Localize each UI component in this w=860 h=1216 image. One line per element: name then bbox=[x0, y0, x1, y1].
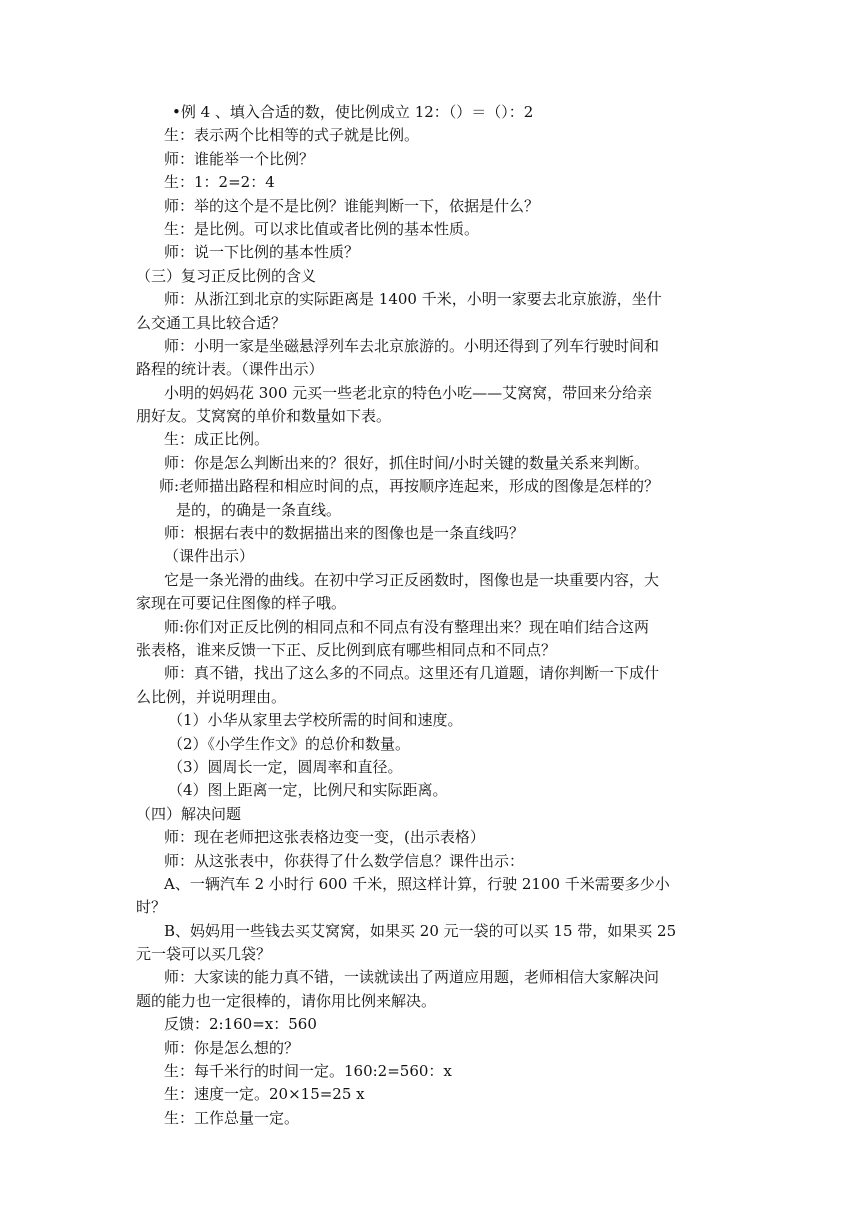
text-line: 生：每千米行的时间一定。160:2=560：x bbox=[164, 1062, 452, 1081]
text-line: 师：根据右表中的数据描出来的图像也是一条直线吗？ bbox=[164, 524, 525, 543]
text-line: 师：小明一家是坐磁悬浮列车去北京旅游的。小明还得到了列车行驶时间和 bbox=[164, 336, 660, 355]
text-line: 师：从这张表中，你获得了什么数学信息？课件出示： bbox=[164, 851, 525, 870]
text-line: 时？ bbox=[136, 898, 167, 917]
text-line: 张表格，谁来反馈一下正、反比例到底有哪些相同点和不同点？ bbox=[136, 640, 557, 659]
text-line: 师:老师描出路程和相应时间的点，再按顺序连起来，形成的图像是怎样的？ bbox=[159, 477, 660, 496]
example-4-line: •例 4 、填入合适的数，使比例成立 12：（）＝（）：2 bbox=[172, 103, 534, 121]
text-line: 生：工作总量一定。 bbox=[164, 1108, 300, 1127]
text-line: 是的，的确是一条直线。 bbox=[176, 500, 342, 519]
text-line: 生：是比例。可以求比值或者比例的基本性质。 bbox=[164, 219, 480, 238]
text-line: 它是一条光滑的曲线。在初中学习正反函数时，图像也是一块重要内容，大 bbox=[164, 570, 660, 589]
text-line: 师：举的这个是不是比例？谁能判断一下，依据是什么？ bbox=[164, 196, 540, 215]
text-line: 师：从浙江到北京的实际距离是 1400 千米，小明一家要去北京旅游，坐什 bbox=[164, 290, 662, 309]
text-line: 师：你是怎么想的？ bbox=[164, 1038, 300, 1057]
text-line: 师：你是怎么判断出来的？很好，抓住时间/小时关键的数量关系来判断。 bbox=[164, 453, 650, 472]
text-line: 么比例，并说明理由。 bbox=[136, 687, 287, 706]
section-heading-4: （四）解决问题 bbox=[136, 804, 242, 823]
text-line: 师：说一下比例的基本性质？ bbox=[164, 243, 360, 262]
text-line: 小明的妈妈花 300 元买一些老北京的特色小吃——艾窝窝，带回来分给亲 bbox=[164, 383, 653, 402]
text-line: 题的能力也一定很棒的，请你用比例来解决。 bbox=[136, 991, 437, 1010]
text-line: 师：真不错，找出了这么多的不同点。这里还有几道题，请你判断一下成什 bbox=[164, 664, 660, 683]
text-line: 家现在可要记住图像的样子哦。 bbox=[136, 594, 347, 613]
text-line: 师:你们对正反比例的相同点和不同点有没有整理出来？现在咱们结合这两 bbox=[164, 617, 650, 636]
text-line: 反馈：2:160=x：560 bbox=[164, 1015, 317, 1034]
list-item: （3）圆周长一定，圆周率和直径。 bbox=[168, 757, 403, 776]
text-line: 师：谁能举一个比例？ bbox=[164, 149, 315, 168]
text-line: 朋好友。艾窝窝的单价和数量如下表。 bbox=[136, 407, 392, 426]
text-line: 生：1：2=2：4 bbox=[164, 173, 275, 192]
problem-b: B、妈妈用一些钱去买艾窝窝，如果买 20 元一袋的可以买 15 带，如果买 25 bbox=[164, 921, 677, 940]
text-line: 路程的统计表。（课件出示） bbox=[136, 360, 324, 379]
text-line: 生：表示两个比相等的式子就是比例。 bbox=[164, 126, 420, 145]
text-line: （课件出示） bbox=[164, 547, 255, 566]
document-body bbox=[136, 101, 736, 1130]
text-line: 师：大家读的能力真不错，一读就读出了两道应用题，老师相信大家解决问 bbox=[164, 968, 660, 987]
list-item: （1）小华从家里去学校所需的时间和速度。 bbox=[168, 711, 463, 730]
problem-a: A、一辆汽车 2 小时行 600 千米，照这样计算，行驶 2100 千米需要多少小 bbox=[164, 874, 670, 893]
text-line: 元一袋可以买几袋？ bbox=[136, 945, 272, 964]
text-line: 师：现在老师把这张表格边变一变，(出示表格） bbox=[164, 828, 485, 847]
section-heading-3: （三）复习正反比例的含义 bbox=[136, 266, 317, 285]
list-item: （2）《小学生作文》的总价和数量。 bbox=[168, 734, 411, 753]
text-line: 生：速度一定。20×15=25 x bbox=[164, 1085, 365, 1104]
text-line: 么交通工具比较合适？ bbox=[136, 313, 287, 332]
list-item: （4）图上距离一定，比例尺和实际距离。 bbox=[168, 781, 448, 800]
text-line: 生：成正比例。 bbox=[164, 430, 270, 449]
